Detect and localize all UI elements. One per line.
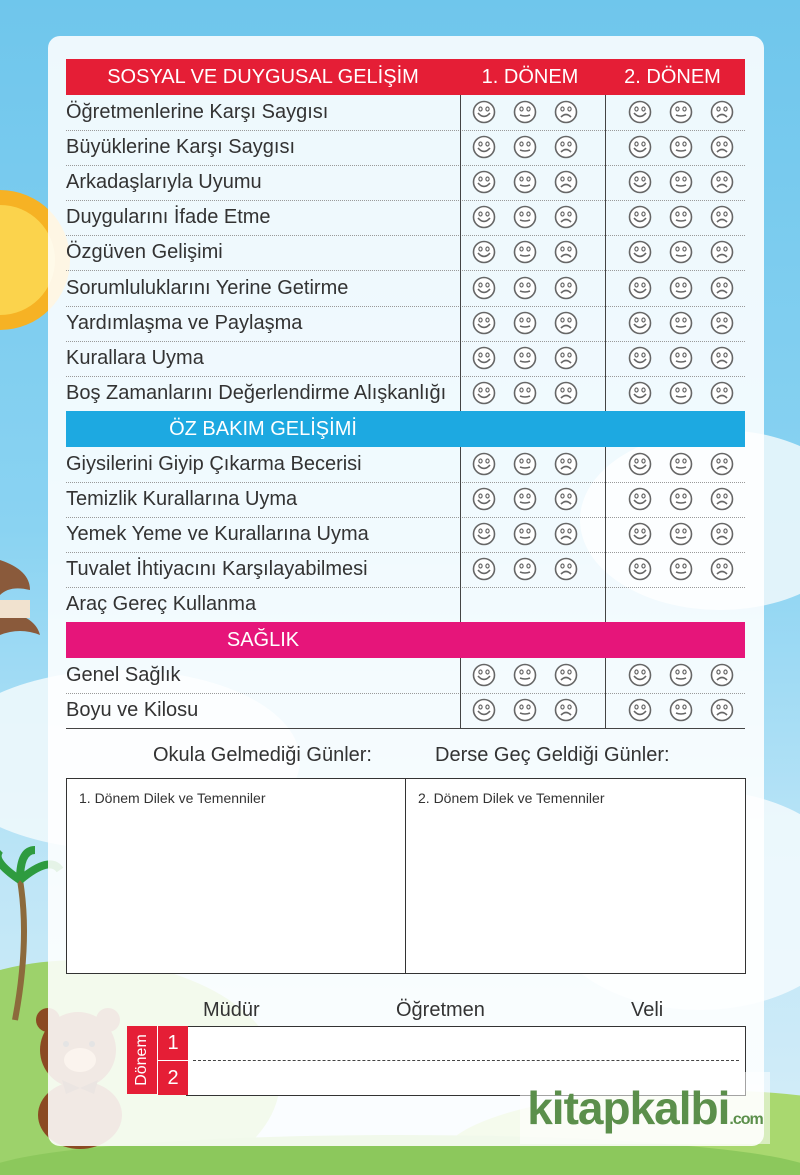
sad-face-icon[interactable] bbox=[554, 240, 578, 264]
sad-face-icon[interactable] bbox=[554, 170, 578, 194]
sad-face-icon[interactable] bbox=[554, 205, 578, 229]
header-ozbakim bbox=[66, 411, 745, 447]
happy-face-icon[interactable] bbox=[628, 240, 652, 264]
sad-face-icon[interactable] bbox=[554, 381, 578, 405]
term-1-cell: 1 bbox=[157, 1026, 188, 1060]
happy-face-icon[interactable] bbox=[628, 452, 652, 476]
sad-face-icon[interactable] bbox=[710, 135, 734, 159]
happy-face-icon[interactable] bbox=[472, 487, 496, 511]
table-row bbox=[66, 95, 745, 131]
neutral-face-icon[interactable] bbox=[513, 135, 537, 159]
row-label: Sorumluluklarını Yerine Getirme bbox=[66, 276, 349, 299]
table-row bbox=[66, 376, 745, 412]
happy-face-icon[interactable] bbox=[628, 135, 652, 159]
sad-face-icon[interactable] bbox=[554, 557, 578, 581]
sad-face-icon[interactable] bbox=[710, 100, 734, 124]
header-saglik bbox=[66, 622, 745, 658]
sad-face-icon[interactable] bbox=[710, 170, 734, 194]
happy-face-icon[interactable] bbox=[472, 170, 496, 194]
table-row bbox=[66, 517, 745, 553]
row-label: Araç Gereç Kullanma bbox=[66, 593, 257, 616]
sad-face-icon[interactable] bbox=[554, 100, 578, 124]
happy-face-icon[interactable] bbox=[472, 135, 496, 159]
neutral-face-icon[interactable] bbox=[513, 240, 537, 264]
row-label: Boyu ve Kilosu bbox=[66, 699, 199, 722]
row-label: Temizlik Kurallarına Uyma bbox=[66, 488, 298, 511]
neutral-face-icon[interactable] bbox=[513, 452, 537, 476]
happy-face-icon[interactable] bbox=[472, 698, 496, 722]
happy-face-icon[interactable] bbox=[628, 557, 652, 581]
neutral-face-icon[interactable] bbox=[669, 170, 693, 194]
table-row bbox=[66, 658, 745, 694]
neutral-face-icon[interactable] bbox=[669, 557, 693, 581]
watermark-suffix: .com bbox=[729, 1111, 763, 1128]
late-days-label: Derse Geç Geldiği Günler: bbox=[435, 744, 670, 766]
happy-face-icon[interactable] bbox=[472, 557, 496, 581]
neutral-face-icon[interactable] bbox=[669, 205, 693, 229]
term-tag bbox=[127, 1026, 157, 1094]
sad-face-icon[interactable] bbox=[710, 522, 734, 546]
happy-face-icon[interactable] bbox=[472, 663, 496, 687]
happy-face-icon[interactable] bbox=[472, 311, 496, 335]
row-label: Boş Zamanlarını Değerlendirme Alışkanlığı bbox=[66, 381, 447, 404]
divider-mid-sosyal bbox=[605, 95, 606, 411]
sad-face-icon[interactable] bbox=[554, 452, 578, 476]
happy-face-icon[interactable] bbox=[628, 170, 652, 194]
neutral-face-icon[interactable] bbox=[513, 311, 537, 335]
wishes-box-period2[interactable] bbox=[405, 778, 746, 974]
signature-dashed-line bbox=[193, 1060, 739, 1061]
neutral-face-icon[interactable] bbox=[513, 346, 537, 370]
sad-face-icon[interactable] bbox=[554, 135, 578, 159]
neutral-face-icon[interactable] bbox=[513, 487, 537, 511]
table-row bbox=[66, 341, 745, 377]
header-saglik-title: SAĞLIK bbox=[226, 628, 300, 651]
sad-face-icon[interactable] bbox=[554, 522, 578, 546]
sad-face-icon[interactable] bbox=[710, 663, 734, 687]
neutral-face-icon[interactable] bbox=[669, 346, 693, 370]
neutral-face-icon[interactable] bbox=[669, 663, 693, 687]
happy-face-icon[interactable] bbox=[628, 381, 652, 405]
sad-face-icon[interactable] bbox=[710, 205, 734, 229]
row-label: Özgüven Gelişimi bbox=[66, 241, 223, 264]
happy-face-icon[interactable] bbox=[472, 240, 496, 264]
table-row bbox=[66, 165, 745, 201]
sad-face-icon[interactable] bbox=[710, 276, 734, 300]
table-row bbox=[66, 693, 745, 729]
sad-face-icon[interactable] bbox=[710, 240, 734, 264]
row-label: Kurallara Uyma bbox=[66, 346, 204, 369]
divider-mid-ozbakim bbox=[605, 447, 606, 622]
happy-face-icon[interactable] bbox=[628, 346, 652, 370]
neutral-face-icon[interactable] bbox=[669, 452, 693, 476]
happy-face-icon[interactable] bbox=[628, 663, 652, 687]
table-row bbox=[66, 235, 745, 271]
happy-face-icon[interactable] bbox=[628, 698, 652, 722]
row-label: Yemek Yeme ve Kurallarına Uyma bbox=[66, 523, 369, 546]
happy-face-icon[interactable] bbox=[628, 487, 652, 511]
sad-face-icon[interactable] bbox=[710, 346, 734, 370]
header-period1: 1. DÖNEM bbox=[481, 65, 579, 88]
happy-face-icon[interactable] bbox=[472, 381, 496, 405]
happy-face-icon[interactable] bbox=[472, 346, 496, 370]
sad-face-icon[interactable] bbox=[710, 487, 734, 511]
neutral-face-icon[interactable] bbox=[513, 557, 537, 581]
header-period2: 2. DÖNEM bbox=[624, 65, 721, 88]
sad-face-icon[interactable] bbox=[554, 663, 578, 687]
wishes-title-period1: 1. Dönem Dilek ve Temenniler bbox=[79, 790, 266, 806]
happy-face-icon[interactable] bbox=[628, 311, 652, 335]
sad-face-icon[interactable] bbox=[710, 381, 734, 405]
happy-face-icon[interactable] bbox=[472, 452, 496, 476]
header-sosyal-title: SOSYAL VE DUYGUSAL GELİŞİM bbox=[107, 65, 419, 88]
table-row bbox=[66, 587, 745, 623]
happy-face-icon[interactable] bbox=[472, 276, 496, 300]
happy-face-icon[interactable] bbox=[472, 205, 496, 229]
wishes-box-period1[interactable] bbox=[66, 778, 407, 974]
divider-left-sosyal bbox=[460, 95, 461, 411]
watermark-text: kitapkalbi bbox=[527, 1082, 730, 1134]
neutral-face-icon[interactable] bbox=[669, 381, 693, 405]
sad-face-icon[interactable] bbox=[710, 311, 734, 335]
sad-face-icon[interactable] bbox=[554, 487, 578, 511]
watermark bbox=[520, 1072, 770, 1144]
neutral-face-icon[interactable] bbox=[513, 663, 537, 687]
neutral-face-icon[interactable] bbox=[513, 170, 537, 194]
table-row bbox=[66, 552, 745, 588]
divider-left-saglik bbox=[460, 658, 461, 728]
neutral-face-icon[interactable] bbox=[513, 100, 537, 124]
row-label: Yardımlaşma ve Paylaşma bbox=[66, 311, 303, 334]
wishes-title-period2: 2. Dönem Dilek ve Temenniler bbox=[418, 790, 605, 806]
teacher-label: Öğretmen bbox=[396, 999, 485, 1021]
row-label: Giysilerini Giyip Çıkarma Becerisi bbox=[66, 453, 362, 475]
happy-face-icon[interactable] bbox=[472, 522, 496, 546]
sad-face-icon[interactable] bbox=[554, 276, 578, 300]
neutral-face-icon[interactable] bbox=[669, 311, 693, 335]
table-row bbox=[66, 200, 745, 236]
header-ozbakim-title: ÖZ BAKIM GELİŞİMİ bbox=[169, 417, 357, 440]
row-label: Öğretmenlerine Karşı Saygısı bbox=[66, 101, 329, 123]
row-label: Duygularını İfade Etme bbox=[66, 206, 271, 229]
happy-face-icon[interactable] bbox=[472, 100, 496, 124]
neutral-face-icon[interactable] bbox=[513, 276, 537, 300]
sad-face-icon[interactable] bbox=[710, 557, 734, 581]
sad-face-icon[interactable] bbox=[554, 698, 578, 722]
happy-face-icon[interactable] bbox=[628, 100, 652, 124]
director-label: Müdür bbox=[203, 999, 260, 1021]
table-bottom-line bbox=[66, 728, 745, 729]
term-tag-label: Dönem bbox=[133, 1034, 150, 1086]
happy-face-icon[interactable] bbox=[628, 522, 652, 546]
absent-days-label: Okula Gelmediği Günler: bbox=[153, 744, 372, 766]
divider-mid-saglik bbox=[605, 658, 606, 728]
neutral-face-icon[interactable] bbox=[513, 698, 537, 722]
neutral-face-icon[interactable] bbox=[669, 100, 693, 124]
neutral-face-icon[interactable] bbox=[669, 276, 693, 300]
table-row bbox=[66, 482, 745, 518]
neutral-face-icon[interactable] bbox=[669, 135, 693, 159]
sad-face-icon[interactable] bbox=[554, 311, 578, 335]
neutral-face-icon[interactable] bbox=[669, 698, 693, 722]
neutral-face-icon[interactable] bbox=[513, 381, 537, 405]
neutral-face-icon[interactable] bbox=[669, 487, 693, 511]
neutral-face-icon[interactable] bbox=[669, 240, 693, 264]
happy-face-icon[interactable] bbox=[628, 205, 652, 229]
row-label: Tuvalet İhtiyacını Karşılayabilmesi bbox=[66, 558, 368, 581]
sad-face-icon[interactable] bbox=[710, 452, 734, 476]
header-sosyal bbox=[66, 59, 745, 95]
sad-face-icon[interactable] bbox=[710, 698, 734, 722]
parent-label: Veli bbox=[631, 999, 664, 1021]
row-label: Büyüklerine Karşı Saygısı bbox=[66, 136, 295, 159]
table-row bbox=[66, 271, 745, 307]
divider-left-ozbakim bbox=[460, 447, 461, 622]
happy-face-icon[interactable] bbox=[628, 276, 652, 300]
neutral-face-icon[interactable] bbox=[513, 522, 537, 546]
row-label: Genel Sağlık bbox=[66, 664, 181, 686]
neutral-face-icon[interactable] bbox=[669, 522, 693, 546]
row-label: Arkadaşlarıyla Uyumu bbox=[66, 171, 262, 194]
sad-face-icon[interactable] bbox=[554, 346, 578, 370]
table-row bbox=[66, 306, 745, 342]
table-row bbox=[66, 130, 745, 166]
neutral-face-icon[interactable] bbox=[513, 205, 537, 229]
table-row bbox=[66, 447, 745, 483]
term-2-cell: 2 bbox=[157, 1060, 188, 1095]
